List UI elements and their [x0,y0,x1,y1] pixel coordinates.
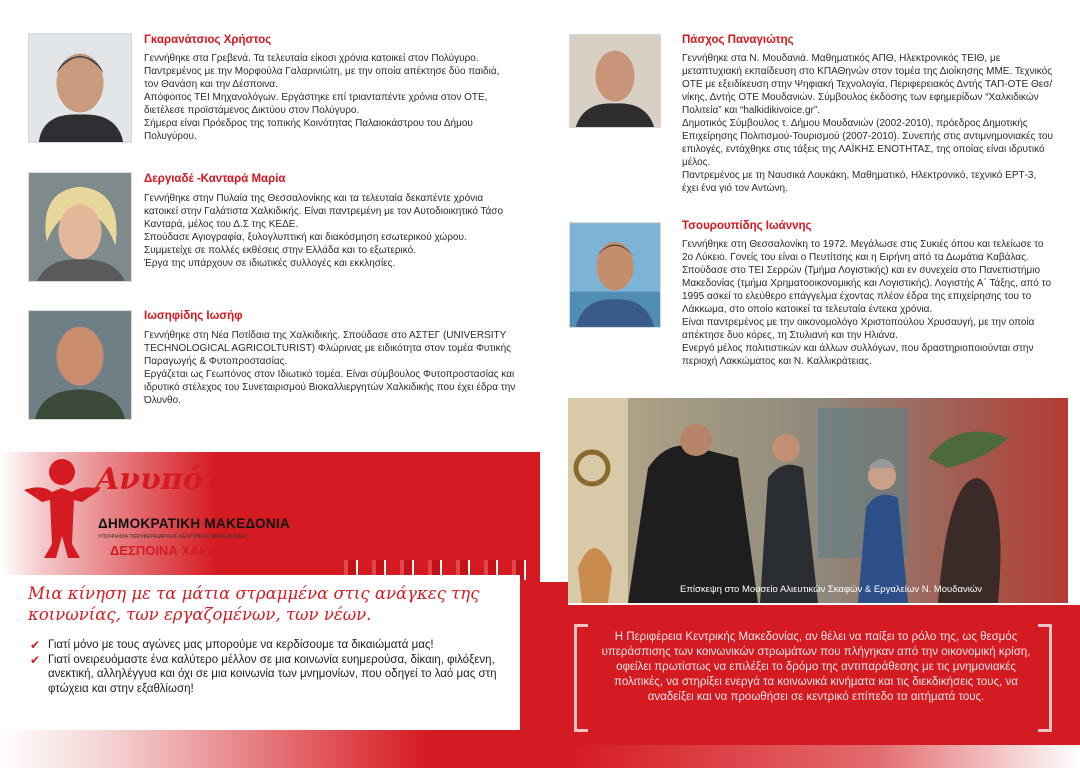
bio-line: Γεννήθηκε στη Νέα Ποτίδαια της Χαλκιδικής. Σπούδασε στο ΑΣΤΕΓ (UNIVERSITY TECHNOLOGICAL AGRICOLTURIST) Φλώρινας με ειδικότητα στον τομέα Φυτικής Παραγωγής & Φυτοπροστασίας. [144,330,511,367]
museum-scene-image [568,398,1068,603]
bio-text-tsouroupidis [682,238,1054,368]
red-band-right [520,582,568,768]
portrait-photo-paschos [569,34,661,128]
bio-line: Εργάζεται ως Γεωπόνος στον Ιδιωτικό τομέα. Είναι σύμβουλος Φυτοπροστασίας και ιδρυτικό στέλεχος του Συνεταιρισμού Βιοκαλλιεργητών Χαλκιδικής που έχει έδρα την Όλυνθο. [144,369,516,406]
party-logo [22,454,322,574]
bio-line: Παντρεμένος με την Μορφούλα Γαλαρινιώτη, με την οποία απέκτησε δύο παιδιά, τον Θανάση και την Δέσποινα. [144,66,500,90]
bio-name-dergiade: Δεργιαδέ -Κανταρά Μαρία [144,173,286,185]
portrait-photo-dergiade [28,172,132,282]
bio-line: Γεννήθηκε στα Γρεβενά. Τα τελευταία είκοσι χρόνια κατοικεί στον Πολύγυρο. [144,53,479,64]
bio-name-tsouroupidis: Τσουρουπίδης Ιωάννης [682,220,812,232]
bio-line: Ενεργό μέλος πολιτιστικών και άλλων συλλόγων, που δραστηριοποιούνται στην περιοχή Λακκώματος και Ν. Καλλικράτειας. [682,343,1034,367]
bullet-text: Γιατί ονειρευόμαστε ένα καλύτερο μέλλον σε μια κοινωνία ευημερούσα, δίκαιη, φιλόξενη, ανεκτική, αλληλέγγυα και όχι σε μια κοινωνία των μνημονίων, που οδηγεί το λαό μας στη φτώχεια και στην εξαθλίωση! [48,653,497,695]
bio-text-iosifidis [144,329,516,407]
bio-line: Συμμετείχε σε πολλές εκθέσεις στην Ελλάδα και το εξωτερικό. [144,245,416,256]
check-icon: ✔ [30,652,41,667]
bio-line: Δημοτικός Σύμβουλος τ. Δήμου Μουδανιών (2002-2010), πρόεδρος Δημοτικής Επιχείρησης Πολιτισμού-Τουρισμού (2007-2010). Συνεπής στις αντιμνημονιακές του επιλογές, εντάχθηκε στις τάξεις της ΛΑΪΚΗΣ ΕΝΟΤΗΤΑΣ, της οποίας είναι ιδρυτικό μέλος. [682,118,1053,168]
logo-title: Ανυπότακτη [96,462,311,497]
museum-visit-photo [568,398,1068,603]
portrait-photo-tsouroupidis [569,222,661,328]
check-icon: ✔ [30,638,41,652]
red-brush-bottom [0,730,568,768]
bio-name-iosifidis: Ιωσηφίδης Ιωσήφ [144,310,243,322]
photo-caption: Επίσκεψη στο Μουσείο Αλιευτικών Σκαφών & Εργαλείων Ν. Μουδανιών [680,584,983,595]
bio-line: Σπούδασε στο ΤΕΙ Σερρών (Τμήμα Λογιστικής) και εν συνεχεία στο Πανεπιστήμιο Μακεδονίας (τμήμα Χρηματοοικονομικής και Λογιστικής). Λογιστής Α΄ Τάξης, από το 1995 ασκεί το ελεύθερο επάγγελμα έχοντας πλέον έδρα της επιχείρησης του το Λάκκωμα, στο οποίο κατοικεί τα τελευταία έντεκα χρόνια. [682,265,1051,315]
red-brush-top [350,452,540,470]
slogan: Μια κίνηση με τα μάτια στραμμένα στις ανάγκες της κοινωνίας, των εργαζομένων, των νέων. [28,584,480,624]
logo-tagline: ΥΠΟΨΗΦΙΑ ΠΕΡΙΦΕΡΕΙΑΡΧΗΣ ΚΕΝΤΡΙΚΗΣ ΜΑΚΕΔΟΝΙΑΣ [98,534,248,540]
portrait-photo-garanatsios [28,33,132,143]
bio-line: Παντρεμένος με τη Ναυσικά Λουκάκη, Μαθηματικό, Ηλεκτρονικό, τεχνικό ΕΡΤ-3, έχει ένα γιό τον Αντώνη. [682,170,1037,194]
portrait-image [570,35,660,127]
bio-line: Σπούδασε Αγιογραφία, ξυλογλυπτική και διακόσμηση εσωτερικού χώρου. [144,232,467,243]
left-bracket-icon [574,624,588,732]
portrait-image [29,34,131,142]
portrait-image [570,223,660,327]
running-figure-icon [22,454,102,574]
bullet-text: Γιατί μόνο με τους αγώνες μας μπορούμε να κερδίσουμε τα δικαιώματά μας! [48,639,434,651]
bio-line: Γεννήθηκε στη Θεσσαλονίκη το 1972. Μεγάλωσε στις Συκιές όπου και τελείωσε το 2ο Λύκειο. Γονείς του είναι ο Πευτίτσης και η Ειρήνη από τα Δωμάτια Καβάλας. [682,239,1044,263]
bullet-item [30,653,520,697]
bullet-list [30,638,520,696]
right-bracket-icon [1038,624,1052,732]
logo-candidate: ΔΕΣΠΟΙΝΑ ΧΑΡΑΛΑΜΠΙΔΟΥ [110,543,286,558]
bio-name-paschos: Πάσχος Παναγιώτης [682,34,794,46]
bio-line: Έργα της υπάρχουν σε ιδιωτικές συλλογές και εκκλησίες. [144,258,396,269]
bio-line: Είναι παντρεμένος με την οικονομολόγο Χριστοπούλου Χρυσαυγή, με την οποία απέκτησε δυο κόρες, τη Στυλιανή και την Ηλιάνα. [682,317,1035,341]
red-band-bottom-right [568,744,1080,768]
bio-line: Απόφοιτος ΤΕΙ Μηχανολόγων. Εργάστηκε επί τριανταπέντε χρόνια στον ΟΤΕ, διετέλεσε προϊστάμενος Δικτύου στον Πολύγυρο. [144,92,488,116]
portrait-photo-iosifidis [28,310,132,420]
bio-line: Σήμερα είναι Πρόεδρος της τοπικής Κοινότητας Παλαιοκάστρου του Δήμου Πολυγύρου. [144,118,473,142]
bio-line: Γεννήθηκε στην Πυλαία της Θεσσαλονίκης και τα τελευταία δεκαπέντε χρόνια κατοικεί στην Γαλάτιστα Χαλκιδικής. Είναι παντρεμένη με τον Αυτοδιοικητικό Τάσο Κανταρά, μέλος του Δ.Σ της ΚΕΔΕ. [144,193,504,230]
bio-line: Γεννήθηκε στα Ν. Μουδανιά. Μαθηματικός ΑΠΘ, Ηλεκτρονικός ΤΕΙΘ, με μεταπτυχιακή εκπαίδευση στο ΚΠΑΘηνών στον τομέα της Διοίκησης ΜΜΕ. Τεχνικός ΟΤΕ με εξειδίκευση στην Ψηφιακή Τεχνολογία, Περιφερειακός Δντής ΤΑΠ-ΟΤΕ Θεσ/νίκης, Δντής ΟΤΕ Μουδανιών. Σύμβουλος έκδοσης των εφημερίδων “Χαλκιδικών Πολιτεία” και “halkidikivoice.gr”. [682,53,1053,116]
bullet-item [30,638,520,653]
bio-text-paschos [682,52,1054,195]
portrait-image [29,311,131,419]
bio-text-garanatsios [144,52,516,143]
logo-subtitle: ΔΗΜΟΚΡΑΤΙΚΗ ΜΑΚΕΔΟΝΙΑ [98,516,290,531]
bio-name-garanatsios: Γκαρανάτσιος Χρήστος [144,34,272,46]
quote-text: Η Περιφέρεια Κεντρικής Μακεδονίας, αν θέλει να παίξει το ρόλο της, ως θεσμός υπεράσπισης των κοινωνικών στρωμάτων που πλήγηκαν από την οικονομική κρίση, οφείλει πρωτίστως να επιλέξει το δρόμο της αντιπαράθεσης με τις μνημονιακές πολιτικές, να στηρίξει ενεργά τα κοινωνικά κινήματα και τις διεκδικήσεις τους, να αναδείξει και να προωθήσει σε κεντρικό επίπεδο τα αιτήματά τους. [601,631,1031,703]
bio-text-dergiade [144,192,516,270]
portrait-image [29,173,131,281]
